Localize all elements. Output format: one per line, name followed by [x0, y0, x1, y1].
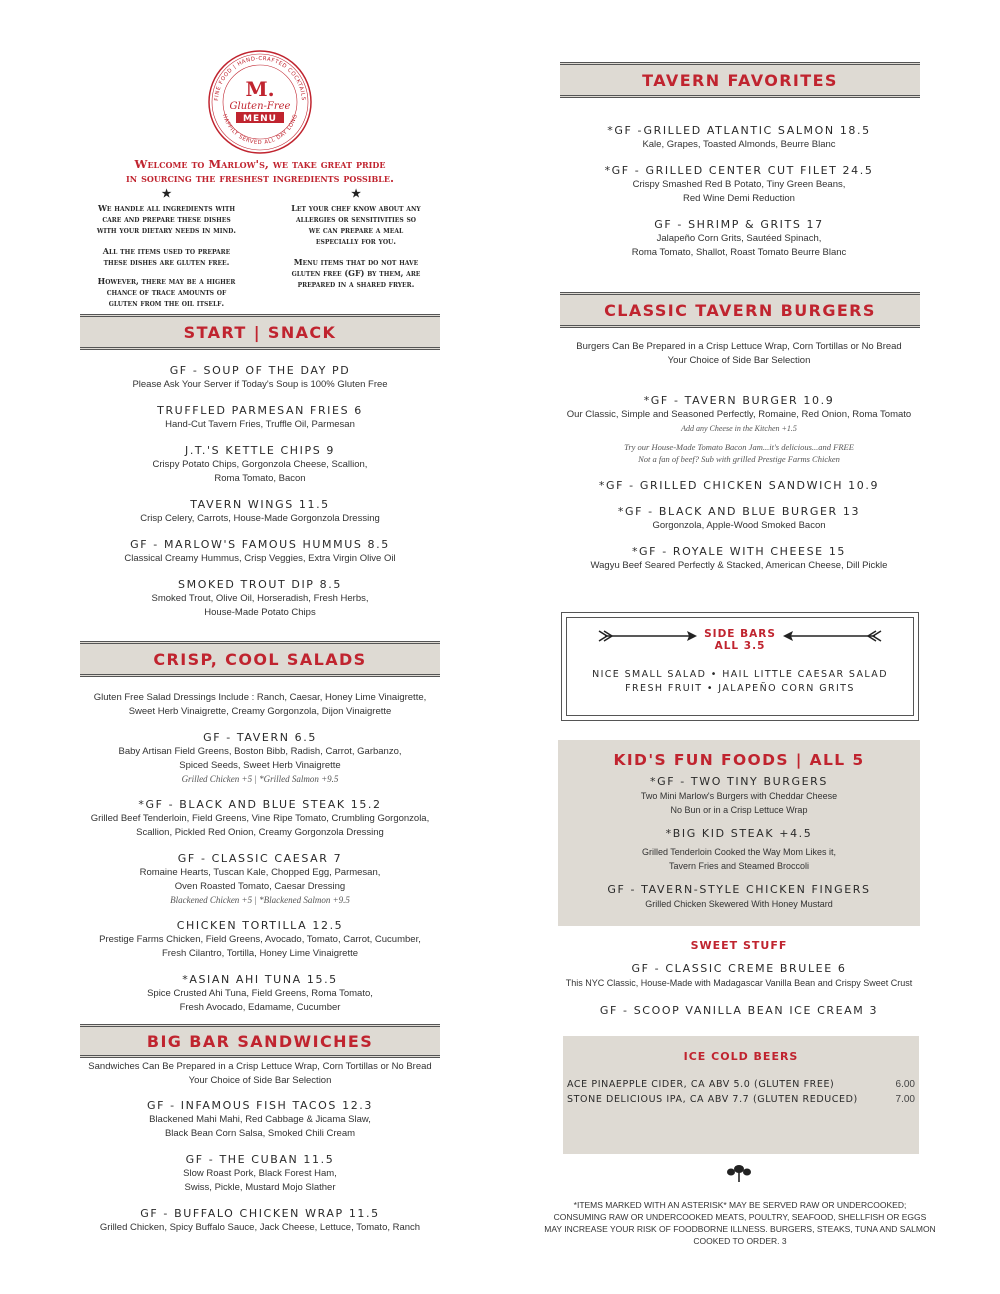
item-desc: Please Ask Your Server if Today's Soup is 100% Gluten Free — [132, 379, 388, 390]
intro-text: these dishes are gluten free. — [103, 257, 230, 267]
menu-item — [80, 364, 440, 392]
start-snack-banner — [80, 314, 440, 350]
item-desc: Slow Roast Pork, Black Forest Ham, — [183, 1168, 337, 1179]
burgers-intro — [558, 340, 920, 368]
item-name: *GF - GRILLED CENTER CUT FILET 24.5 — [604, 164, 874, 177]
salads-list — [80, 691, 440, 1027]
item-desc: Hand-Cut Tavern Fries, Truffle Oil, Parmesan — [165, 419, 355, 430]
menu-item — [80, 798, 440, 840]
item-desc: Grilled Tenderloin Cooked the Way Mom Likes it, — [641, 847, 837, 857]
item-desc: Baby Artisan Field Greens, Boston Bibb, Radish, Carrot, Garbanzo, — [118, 746, 402, 757]
menu-item — [80, 973, 440, 1015]
section-title: START | SNACK — [183, 322, 337, 342]
item-name: GF - TAVERN-STYLE CHICKEN FINGERS — [607, 883, 871, 896]
section-title: ICE COLD BEERS — [683, 1050, 799, 1063]
item-desc: Spiced Seeds, Sweet Herb Vinaigrette — [179, 760, 341, 771]
menu-item — [80, 538, 440, 566]
intro-text: Menu items that do not have — [293, 257, 419, 267]
side-bars-title: SIDE BARS — [704, 628, 776, 640]
menu-item — [80, 1099, 440, 1141]
item-name: *GF - ROYALE WITH CHEESE 15 — [631, 545, 847, 558]
item-desc: Red Wine Demi Reduction — [683, 193, 795, 204]
welcome-line: Welcome to Marlow's, we take great pride — [134, 157, 386, 171]
item-name: *GF - BLACK AND BLUE STEAK 15.2 — [138, 798, 382, 811]
menu-item — [80, 404, 440, 432]
item-desc: Crisp Celery, Carrots, House-Made Gorgonzola Dressing — [140, 513, 380, 524]
item-name: *GF - BLACK AND BLUE BURGER 13 — [617, 505, 861, 518]
item-name: GF - INFAMOUS FISH TACOS 12.3 — [146, 1099, 374, 1112]
svg-text:HAPPILY SERVED ALL DAY LONG: HAPPILY SERVED ALL DAY LONG — [220, 113, 300, 147]
item-name: CHICKEN TORTILLA 12.5 — [176, 919, 344, 932]
intro-text: Let your chef know about any — [291, 203, 421, 213]
intro-line: Sweet Herb Vinaigrette, Creamy Gorgonzola, Dijon Vinaigrette — [128, 706, 392, 717]
arrow-left-icon — [783, 628, 883, 644]
intro-text: allergies or sensitivities so — [295, 214, 417, 224]
item-desc: House-Made Potato Chips — [204, 607, 316, 618]
item-desc: Romaine Hearts, Tuscan Kale, Chopped Egg, Parmesan, — [139, 867, 381, 878]
item-name: *BIG KID STEAK +4.5 — [665, 827, 813, 840]
menu-item — [558, 827, 920, 873]
item-name: GF - SHRIMP & GRITS 17 — [654, 218, 824, 231]
sweet-section — [558, 939, 920, 1030]
beer-row — [567, 1094, 915, 1105]
svg-text:FINE FOOD | HAND-CRAFTED COCKT: FINE FOOD | HAND-CRAFTED COCKTAILS — [213, 55, 307, 102]
item-desc: Our Classic, Simple and Seasoned Perfectly, Romaine, Red Onion, Roma Tomato — [566, 409, 912, 420]
intro-text: gluten from the oil itself. — [108, 298, 225, 308]
ornament-icon — [727, 1165, 751, 1183]
item-note: Add any Cheese in the Kitchen +1.5 — [681, 424, 797, 433]
intro-text: especially for you. — [315, 236, 397, 246]
item-name: GF - CLASSIC CAESAR 7 — [177, 852, 343, 865]
item-desc: Roma Tomato, Shallot, Roast Tomato Beurre Blanc — [631, 247, 847, 258]
item-name: *GF - GRILLED CHICKEN SANDWICH 10.9 — [598, 479, 880, 492]
item-desc: Roma Tomato, Bacon — [214, 473, 306, 484]
item-name: *ASIAN AHI TUNA 15.5 — [182, 973, 338, 986]
item-desc: Fresh Cilantro, Tortilla, Honey Lime Vinaigrette — [161, 948, 359, 959]
intro-line: Gluten Free Salad Dressings Include : Ranch, Caesar, Honey Lime Vinaigrette, — [93, 692, 427, 703]
intro-line: Sandwiches Can Be Prepared in a Crisp Lettuce Wrap, Corn Tortillas or No Bread — [88, 1061, 432, 1072]
intro-text: chance of trace amounts of — [106, 287, 227, 297]
section-title: CLASSIC TAVERN BURGERS — [604, 300, 876, 320]
item-name: GF - BUFFALO CHICKEN WRAP 11.5 — [140, 1207, 380, 1220]
item-note: Blackened Chicken +5 | *Blackened Salmon +9.5 — [170, 895, 350, 905]
sandwiches-intro — [80, 1060, 440, 1088]
intro-line: Your Choice of Side Bar Selection — [667, 355, 811, 366]
item-desc: Fresh Avocado, Edamame, Cucumber — [179, 1002, 341, 1013]
item-desc: Scallion, Pickled Red Onion, Creamy Gorgonzola Dressing — [136, 827, 384, 838]
intro-text: However, there may be a higher — [97, 276, 236, 286]
item-name: *GF -GRILLED ATLANTIC SALMON 18.5 — [607, 124, 871, 137]
item-desc: Tavern Fries and Steamed Broccoli — [668, 861, 810, 871]
welcome-headline — [90, 157, 430, 185]
side-bars-box — [561, 612, 919, 721]
item-note: Not a fan of beef? Sub with grilled Prestige Farms Chicken — [638, 454, 840, 464]
item-desc: Swiss, Pickle, Mustard Mojo Slather — [184, 1182, 336, 1193]
beer-price: 7.00 — [895, 1094, 915, 1105]
item-name: GF - MARLOW'S FAMOUS HUMMUS 8.5 — [130, 538, 390, 551]
intro-text: prepared in a shared fryer. — [297, 279, 415, 289]
intro-text: We handle all ingredients with — [97, 203, 236, 213]
footnote-line: CONSUMING RAW OR UNDERCOOKED MEATS, POULTRY, SEAFOOD, SHELLFISH OR EGGS — [553, 1212, 927, 1222]
item-desc: Classical Creamy Hummus, Crisp Veggies, Extra Virgin Olive Oil — [124, 553, 396, 564]
intro-text: gluten free (GF) by them, are — [291, 268, 421, 278]
favorites-list — [558, 124, 920, 272]
sandwiches-list — [80, 1060, 440, 1247]
side-bars-line: FRESH FRUIT • JALAPEÑO CORN GRITS — [625, 683, 855, 694]
item-name: TAVERN WINGS 11.5 — [190, 498, 330, 511]
intro-right-column — [276, 188, 436, 298]
footnote-line: MAY INCREASE YOUR RISK OF FOODBORNE ILLNESS. BURGERS, STEAKS, TUNA AND SALMON — [544, 1224, 936, 1234]
beers-section — [563, 1036, 919, 1154]
menu-item — [80, 919, 440, 961]
item-desc: Crispy Potato Chips, Gorgonzola Cheese, Scallion, — [152, 459, 368, 470]
menu-item — [558, 545, 920, 573]
item-name: GF - CLASSIC CREME BRULEE 6 — [631, 962, 847, 975]
item-note: Try our House-Made Tomato Bacon Jam...it's delicious...and FREE — [624, 442, 854, 452]
logo-line1: Gluten-Free — [229, 101, 291, 112]
menu-item — [80, 731, 440, 786]
beer-name: STONE DELICIOUS IPA, CA ABV 7.7 (GLUTEN REDUCED) — [567, 1094, 858, 1105]
beer-row — [567, 1079, 915, 1090]
intro-line: Burgers Can Be Prepared in a Crisp Lettuce Wrap, Corn Tortillas or No Bread — [576, 341, 902, 352]
menu-item — [80, 444, 440, 486]
salads-banner — [80, 641, 440, 677]
item-desc: Crispy Smashed Red B Potato, Tiny Green Beans, — [632, 179, 846, 190]
menu-item — [558, 883, 920, 911]
item-desc: Black Bean Corn Salsa, Smoked Chili Cream — [164, 1128, 356, 1139]
logo-line2: MENU — [243, 114, 277, 124]
section-title: CRISP, COOL SALADS — [153, 649, 367, 669]
menu-item — [558, 164, 920, 206]
section-title: SWEET STUFF — [690, 939, 788, 952]
arrow-right-icon — [597, 628, 697, 644]
item-name: GF - TAVERN 6.5 — [203, 731, 317, 744]
item-desc: Smoked Trout, Olive Oil, Horseradish, Fresh Herbs, — [151, 593, 369, 604]
intro-text: with your dietary needs in mind. — [96, 225, 237, 235]
burgers-list — [558, 340, 920, 585]
menu-item — [80, 578, 440, 620]
item-desc: Spice Crusted Ahi Tuna, Field Greens, Roma Tomato, — [147, 988, 373, 999]
intro-line: Your Choice of Side Bar Selection — [188, 1075, 332, 1086]
menu-item — [80, 1153, 440, 1195]
gluten-free-menu-logo — [206, 48, 314, 156]
item-name: J.T.'S KETTLE CHIPS 9 — [184, 444, 336, 457]
intro-left-column — [84, 188, 249, 317]
menu-item — [80, 498, 440, 526]
item-desc: Grilled Beef Tenderloin, Field Greens, Vine Ripe Tomato, Crumbling Gorgonzola, — [90, 813, 430, 824]
intro-text: All the items used to prepare — [102, 246, 231, 256]
sandwiches-banner — [80, 1024, 440, 1058]
star-icon: ★ — [161, 187, 172, 200]
item-name: GF - SCOOP VANILLA BEAN ICE CREAM 3 — [599, 1004, 879, 1017]
item-name: *GF - TWO TINY BURGERS — [649, 775, 828, 788]
kids-section — [558, 740, 920, 926]
item-name: *GF - TAVERN BURGER 10.9 — [643, 394, 835, 407]
menu-item — [80, 1207, 440, 1235]
side-bars-line: NICE SMALL SALAD • HAIL LITTLE CAESAR SALAD — [592, 669, 888, 680]
section-title: TAVERN FAVORITES — [642, 70, 838, 90]
menu-item — [558, 479, 920, 493]
item-desc: Prestige Farms Chicken, Field Greens, Avocado, Tomato, Carrot, Cucumber, — [99, 934, 421, 945]
footnote-line: *ITEMS MARKED WITH AN ASTERISK* MAY BE SERVED RAW OR UNDERCOOKED; — [573, 1200, 907, 1210]
burgers-banner — [560, 292, 920, 328]
item-desc: Kale, Grapes, Toasted Almonds, Beurre Blanc — [642, 139, 836, 150]
menu-item — [558, 394, 920, 465]
item-desc: This NYC Classic, House-Made with Madagascar Vanilla Bean and Crispy Sweet Crust — [565, 978, 913, 988]
tavern-favorites-banner — [560, 62, 920, 98]
menu-item — [80, 852, 440, 907]
item-desc: Grilled Chicken Skewered With Honey Mustard — [645, 899, 833, 909]
item-desc: Two Mini Marlow's Burgers with Cheddar Cheese — [640, 791, 838, 801]
menu-item — [558, 218, 920, 260]
item-name: SMOKED TROUT DIP 8.5 — [178, 578, 342, 591]
menu-item — [558, 962, 920, 990]
logo-letter: M. — [245, 77, 275, 101]
side-bars-price: ALL 3.5 — [714, 640, 766, 652]
salads-intro — [80, 691, 440, 719]
menu-item — [558, 505, 920, 533]
item-desc: Grilled Chicken, Spicy Buffalo Sauce, Jack Cheese, Lettuce, Tomato, Ranch — [99, 1222, 421, 1233]
item-desc: Blackened Mahi Mahi, Red Cabbage & Jicama Slaw, — [149, 1114, 371, 1125]
item-desc: Wagyu Beef Seared Perfectly & Stacked, American Cheese, Dill Pickle — [590, 560, 888, 571]
beer-price: 6.00 — [895, 1079, 915, 1090]
item-note: Grilled Chicken +5 | *Grilled Salmon +9.5 — [181, 774, 339, 784]
intro-text: care and prepare these dishes — [102, 214, 231, 224]
item-desc: Gorgonzola, Apple-Wood Smoked Bacon — [652, 520, 826, 531]
section-title: BIG BAR SANDWICHES — [146, 1031, 374, 1051]
menu-item — [558, 775, 920, 817]
item-desc: Jalapeño Corn Grits, Sautéed Spinach, — [656, 233, 822, 244]
section-title: KID'S FUN FOODS | ALL 5 — [613, 751, 865, 769]
menu-item — [558, 1004, 920, 1018]
item-name: TRUFFLED PARMESAN FRIES 6 — [157, 404, 363, 417]
item-desc: Oven Roasted Tomato, Caesar Dressing — [174, 881, 346, 892]
intro-text: we can prepare a meal — [308, 225, 404, 235]
start-snack-list — [80, 364, 440, 632]
star-icon: ★ — [351, 187, 361, 200]
beer-name: ACE PINAEPPLE CIDER, CA ABV 5.0 (GLUTEN FREE) — [567, 1079, 835, 1090]
item-desc: No Bun or in a Crisp Lettuce Wrap — [670, 805, 808, 815]
menu-item — [558, 124, 920, 152]
welcome-line: in sourcing the freshest ingredients possible. — [126, 171, 394, 185]
raw-food-disclaimer — [540, 1199, 940, 1247]
item-name: GF - SOUP OF THE DAY PD — [169, 364, 351, 377]
footnote-line: COOKED TO ORDER. 3 — [693, 1236, 787, 1246]
item-name: GF - THE CUBAN 11.5 — [185, 1153, 335, 1166]
